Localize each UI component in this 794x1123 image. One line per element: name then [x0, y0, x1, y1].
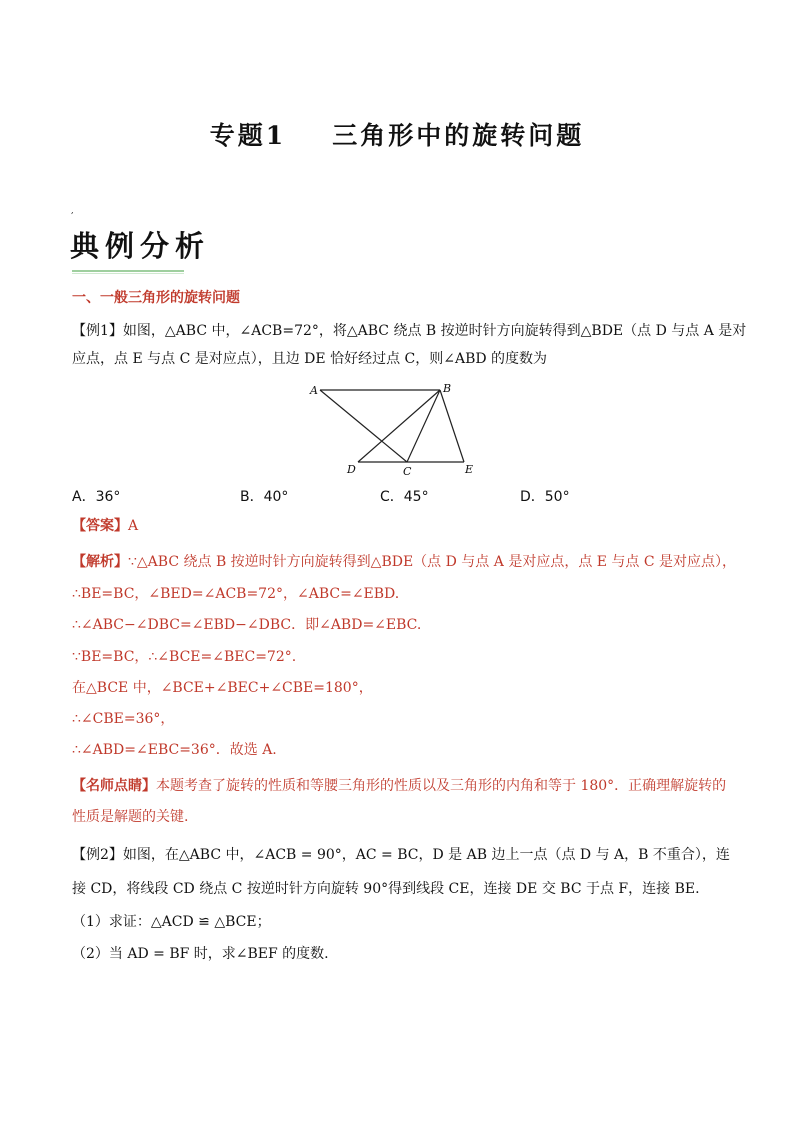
answer-value: A	[128, 518, 139, 534]
choice-b: B．40°	[240, 489, 289, 505]
choice-d: D．50°	[520, 489, 570, 505]
analysis-line-5: 在△BCE 中，∠BCE+∠BEC+∠CBE=180°，	[72, 680, 373, 696]
title-topic-number: 专题1	[209, 121, 287, 150]
example1-text-line2: 应点，点 E 与点 C 是对应点），且边 DE 恰好经过点 C，则∠ABD 的度数为	[72, 351, 548, 367]
segment-ac	[320, 390, 407, 462]
example1-text-line1: 【例1】如图，△ABC 中，∠ACB=72°，将△ABC 绕点 B 按逆时针方向旋转得到△BDE（点 D 与点 A 是对	[72, 323, 747, 339]
comment-line-1	[72, 776, 726, 796]
example2-question-2: （2）当 AD = BF 时，求∠BEF 的度数.	[72, 946, 329, 962]
label-point-e: E	[465, 463, 474, 476]
analysis-line-7: ∴∠ABD=∠EBC=36°．故选 A.	[72, 742, 277, 758]
example1-figure	[300, 380, 490, 476]
analysis-line-6: ∴∠CBE=36°，	[72, 711, 175, 727]
analysis-tag: 【解析】	[72, 554, 128, 570]
choice-a: A．36°	[72, 489, 121, 505]
answer-tag: 【答案】	[72, 518, 128, 534]
comment-text-1: 本题考查了旋转的性质和等腰三角形的性质以及三角形的内角和等于 180°．正确理解旋转的	[156, 778, 727, 794]
comment-tag: 【名师点睛】	[72, 778, 156, 794]
example2-text-line1: 【例2】如图，在△ABC 中，∠ACB = 90°，AC = BC，D 是 AB 边上一点（点 D 与 A，B 不重合），连	[72, 847, 730, 863]
analysis-line-1	[72, 552, 736, 572]
label-point-a: A	[310, 384, 318, 397]
label-point-d: D	[347, 463, 356, 476]
heading-underline	[72, 270, 184, 272]
choice-c: C．45°	[380, 489, 429, 505]
heading-underline-light	[72, 273, 184, 274]
label-point-c: C	[403, 465, 412, 476]
section-heading: 典例分析	[70, 229, 211, 263]
page-title	[0, 116, 794, 152]
analysis-line-3: ∴∠ABC−∠DBC=∠EBD−∠DBC．即∠ABD=∠EBC.	[72, 617, 422, 633]
analysis-text-1: ∵△ABC 绕点 B 按逆时针方向旋转得到△BDE（点 D 与点 A 是对应点，点 E 与点 C 是对应点），	[128, 554, 737, 570]
comment-line-2: 性质是解题的关键.	[72, 809, 189, 825]
answer-line	[72, 516, 138, 536]
example2-question-1: （1）求证：△ACD ≌ △BCE；	[72, 914, 271, 930]
segment-bd	[358, 390, 440, 462]
segment-be	[440, 390, 464, 462]
title-topic-name: 三角形中的旋转问题	[332, 121, 585, 150]
label-point-b: B	[443, 382, 452, 395]
analysis-line-4: ∵BE=BC，∴∠BCE=∠BEC=72°.	[72, 649, 297, 665]
subsection-title: 一、一般三角形的旋转问题	[72, 290, 240, 306]
stray-mark: ,	[71, 206, 74, 215]
segment-bc	[407, 390, 440, 462]
example2-text-line2: 接 CD，将线段 CD 绕点 C 按逆时针方向旋转 90°得到线段 CE，连接 DE 交 BC 于点 F，连接 BE.	[72, 881, 700, 897]
analysis-line-2: ∴BE=BC，∠BED=∠ACB=72°，∠ABC=∠EBD.	[72, 586, 400, 602]
